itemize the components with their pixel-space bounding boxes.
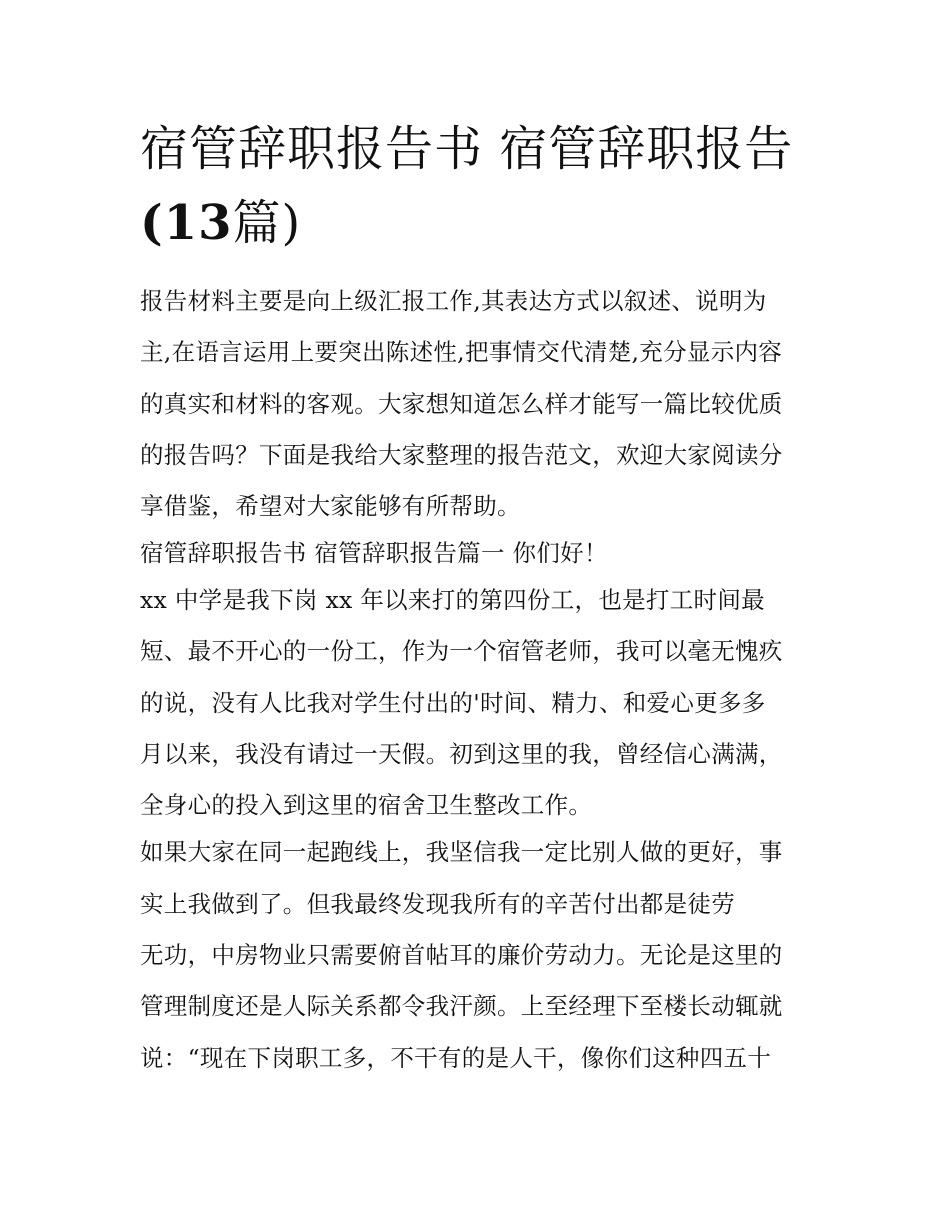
body-line: 享借鉴，希望对大家能够有所帮助。 <box>140 492 521 521</box>
body-line: 的真实和材料的客观。大家想知道怎么样才能写一篇比较优质 <box>140 389 783 418</box>
body-line: 的报告吗？下面是我给大家整理的报告范文，欢迎大家阅读分 <box>140 440 783 469</box>
document-title <box>140 112 820 260</box>
body-line: 的说，没有人比我对学生付出的'时间、精力、和爱心更多多 <box>140 688 766 717</box>
section-heading: 宿管辞职报告书 宿管辞职报告篇一 你们好！ <box>140 539 608 568</box>
title-count: (13 <box>140 195 233 251</box>
body-line: xx 中学是我下岗 xx 年以来打的第四份工，也是打工时间最 <box>140 586 765 615</box>
title-count-suffix: 篇) <box>232 195 302 251</box>
title-line-1: 宿管辞职报告书 宿管辞职报告 <box>140 121 794 177</box>
body-line: 报告材料主要是向上级汇报工作,其表达方式以叙述、说明为 <box>140 287 767 315</box>
body-line: 说：“现在下岗职工多，不干有的是人干，像你们这种四五十 <box>140 1043 772 1072</box>
body-line: 如果大家在同一起跑线上，我坚信我一定比别人做的更好，事 <box>140 838 783 867</box>
body-line: 月以来，我没有请过一天假。初到这里的我，曾经信心满满， <box>140 740 783 769</box>
body-line: 管理制度还是人际关系都令我汗颜。上至经理下至楼长动辄就 <box>140 992 783 1021</box>
document-body <box>140 278 812 1086</box>
body-line: 全身心的投入到这里的宿舍卫生整改工作。 <box>140 791 593 820</box>
body-line: 短、最不开心的一份工，作为一个宿管老师，我可以毫无愧疚 <box>140 637 783 666</box>
body-line: 无功，中房物业只需要俯首帖耳的廉价劳动力。无论是这里的 <box>140 940 783 969</box>
body-line: 实上我做到了。但我最终发现我所有的辛苦付出都是徒劳 <box>140 889 735 918</box>
body-line: 主,在语言运用上要突出陈述性,把事情交代清楚,充分显示内容 <box>140 338 783 367</box>
